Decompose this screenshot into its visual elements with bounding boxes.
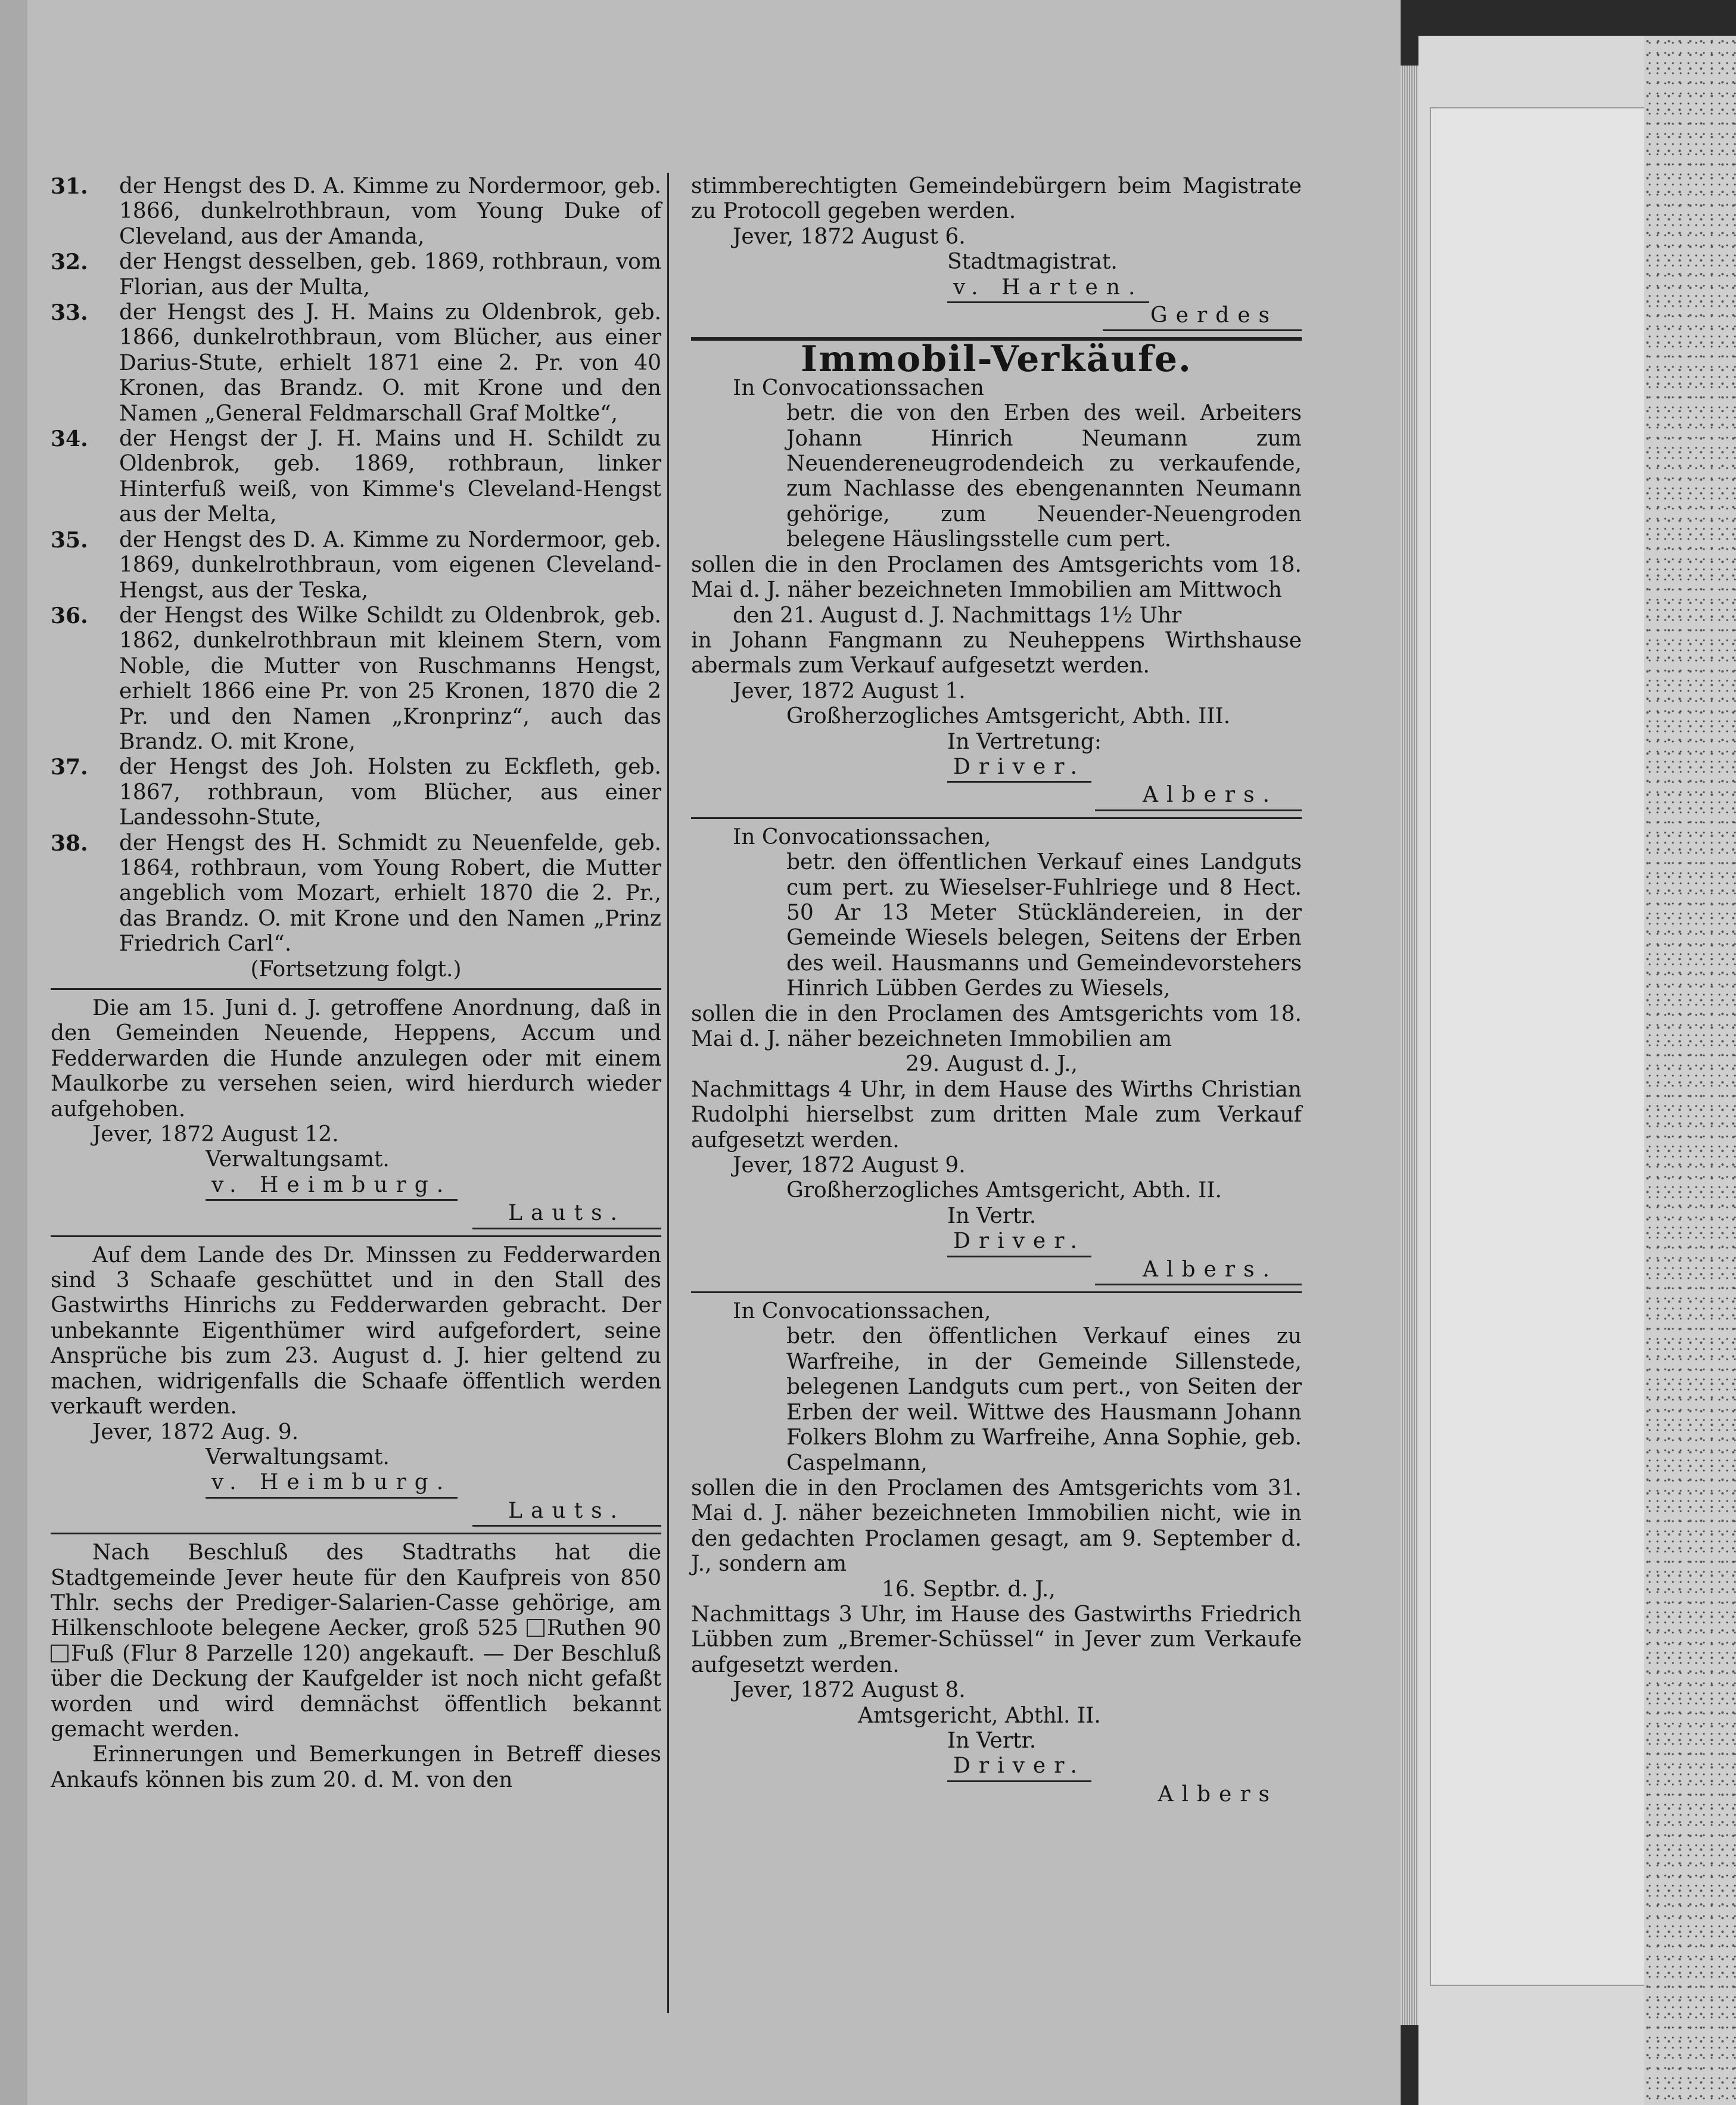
place-date: Jever, 1872 August 12. (92, 1122, 339, 1147)
section-heading: Immobil-Verkäufe. (801, 338, 1192, 381)
left-column (51, 174, 661, 1793)
sale-notice (691, 376, 1302, 811)
sale-intro: In Convocationssachen (733, 375, 984, 400)
sale-intro: In Convocationssachen, (733, 1299, 991, 1324)
signature: Driver. (947, 1754, 1091, 1782)
square-symbol-icon (51, 1645, 69, 1662)
countersignature: Lauts. (472, 1499, 661, 1527)
signature: v. Heimburg. (206, 1470, 458, 1498)
section-rule (51, 1235, 661, 1237)
countersignature: Gerdes (1103, 303, 1302, 331)
sale-subject: betr. den öffentlichen Verkauf eines Landguts cum pert. zu Wieselser-Fuhlriege und 8 Hect. 50 Ar 13 Meter Stückländereien, in der Gemeinde Wiesels belegen, Seitens der Erben des weil. Hausmanns und Gemeindevorstehers Hinrich Lübben Gerdes zu Wiesels, (786, 850, 1302, 1001)
signature: v. Heimburg. (206, 1173, 458, 1201)
countersignature: Albers. (1095, 1257, 1302, 1285)
notice-text: Auf dem Lande des Dr. Minssen zu Fedderwarden sind 3 Schaafe geschüttet und in den Stall des Gastwirths Hinrichs zu Fedderwarden gebracht. Der unbekannte Eigenthümer wird aufgefordert, seine Ansprüche bis zum 23. August d. J. hier geltend zu machen, widrigenfalls die Schaafe öffentlich werden verkauft werden. (51, 1243, 661, 1419)
list-item: 36. der Hengst des Wilke Schildt zu Oldenbrok, geb. 1862, dunkelrothbraun mit kleinem Stern, vom Noble, die Mutter von Ruschmanns Hengst, erhielt 1866 eine Pr. von 25 Kronen, 1870 die 2 Pr. und den Namen „Kronprinz“, auch das Brandz. O. mit Krone, (51, 603, 661, 754)
place-date: Jever, 1872 August 8. (733, 1678, 966, 1703)
countersignature: Albers (1158, 1782, 1278, 1807)
list-item: 37. der Hengst des Joh. Holsten zu Eckfleth, geb. 1867, rothbraun, vom Blücher, aus einer Landessohn-Stute, (51, 755, 661, 830)
office-name: Verwaltungsamt. (206, 1147, 390, 1172)
countersignature: Albers. (1095, 783, 1302, 811)
list-item: 34. der Hengst der J. H. Mains und H. Schildt zu Oldenbrok, geb. 1869, rothbraun, linker Hinterfuß weiß, von Kimme's Cleveland-Hengst aus der Melta, (51, 426, 661, 527)
notice-dogs (51, 996, 661, 1229)
office-name: Verwaltungsamt. (206, 1444, 390, 1469)
section-rule (691, 817, 1302, 819)
place-date: Jever, 1872 August 9. (733, 1153, 966, 1178)
list-item: 33. der Hengst des J. H. Mains zu Oldenbrok, geb. 1866, dunkelrothbraun, vom Blücher, aus einer Darius-Stute, erhielt 1871 eine 2. Pr. von 40 Kronen, das Brandz. O. mit Krone und den Namen „General Feldmarschall Graf Moltke“, (51, 300, 661, 426)
sale-body: Nachmittags 3 Uhr, im Hause des Gastwirths Friedrich Lübben zum „Bremer-Schüssel“ in Jever zum Verkaufe aufgesetzt werden. (691, 1602, 1302, 1677)
countersignature: Lauts. (472, 1201, 661, 1229)
signature: v. Harten. (947, 275, 1149, 303)
section-rule (51, 988, 661, 990)
square-symbol-icon (527, 1619, 545, 1637)
marbled-cover (1644, 36, 1736, 2105)
notice-land-purchase (51, 1540, 661, 1793)
sale-notice (691, 825, 1302, 1285)
section-rule (51, 1533, 661, 1534)
list-item: 38. der Hengst des H. Schmidt zu Neuenfelde, geb. 1864, rothbraun, vom Young Robert, die Mutter angeblich vom Mozart, erhielt 1870 die 2. Pr., das Brandz. O. mit Krone und den Namen „Prinz Friedrich Carl“. (51, 830, 661, 957)
court-name: Großherzogliches Amtsgericht, Abth. II. (786, 1178, 1222, 1203)
notice-continuation (691, 174, 1302, 331)
sale-subject: betr. den öffentlichen Verkauf eines zu Warfreihe, in der Gemeinde Sillenstede, belegenen Landguts cum pert., von Seiten der Erben der weil. Wittwe des Hausmann Johann Folkers Blohm zu Warfreihe, Anna Sophie, geb. Caspelmann, (786, 1324, 1302, 1475)
notice-text: Nach Beschluß des Stadtraths hat die Stadtgemeinde Jever heute für den Kaufpreis von 850 Thlr. sechs der Prediger-Salarien-Casse gehörige, am Hilkenschloote belegene Aecker, groß 525 Ruthen 90 Fuß (Flur 8 Parzelle 120) angekauft. — Der Beschluß über die Deckung der Kaufgelder ist noch nicht gefaßt worden und wird demnächst öffentlich bekannt gemacht werden. (51, 1540, 662, 1742)
page-stack-edges (1401, 66, 1418, 2025)
signature: Driver. (947, 1229, 1091, 1257)
sale-date: 29. August d. J., (906, 1052, 1078, 1077)
sale-body: sollen die in den Proclamen des Amtsgerichts vom 31. Mai d. J. näher bezeichneten Immobilien nicht, wie in den gedachten Proclamen gesagt, am 9. September d. J., sondern am (691, 1475, 1302, 1577)
signature: Driver. (947, 755, 1091, 783)
continued-note: (Fortsetzung folgt.) (250, 957, 462, 982)
court-name: Amtsgericht, Abthl. II. (858, 1703, 1101, 1728)
sale-body: sollen die in den Proclamen des Amtsgerichts vom 18. Mai d. J. näher bezeichneten Immobilien am Mittwoch (691, 552, 1302, 603)
sale-body: sollen die in den Proclamen des Amtsgerichts vom 18. Mai d. J. näher bezeichneten Immobilien am (691, 1001, 1302, 1051)
representation: In Vertretung: (947, 729, 1102, 754)
representation: In Vertr. (947, 1203, 1037, 1228)
representation: In Vertr. (947, 1728, 1037, 1753)
stallion-list (51, 174, 661, 957)
list-item: 32. der Hengst desselben, geb. 1869, rothbraun, vom Florian, aus der Multa, (51, 250, 661, 300)
list-item: 31. der Hengst des D. A. Kimme zu Nordermoor, geb. 1866, dunkelrothbraun, vom Young Duke of Cleveland, aus der Amanda, (51, 174, 661, 249)
list-item: 35. der Hengst des D. A. Kimme zu Nordermoor, geb. 1869, dunkelrothbraun, vom eigenen Cleveland-Hengst, aus der Teska, (51, 527, 661, 603)
sale-date: den 21. August d. J. Nachmittags 1½ Uhr (733, 603, 1182, 628)
place-date: Jever, 1872 Aug. 9. (92, 1419, 299, 1444)
sale-body: in Johann Fangmann zu Neuheppens Wirthshause abermals zum Verkauf aufgesetzt werden. (691, 628, 1302, 678)
notice-text: Erinnerungen und Bemerkungen in Betreff dieses Ankaufs können bis zum 20. d. M. von den (51, 1742, 661, 1792)
section-rule (691, 1291, 1302, 1293)
place-date: Jever, 1872 August 1. (733, 678, 966, 703)
cover-board-panel (1430, 107, 1647, 1986)
previous-page-edge (0, 0, 29, 2105)
sale-date: 16. Septbr. d. J., (882, 1577, 1056, 1602)
office-name: Stadtmagistrat. (947, 250, 1118, 275)
right-column (691, 174, 1302, 1807)
place-date: Jever, 1872 August 6. (733, 224, 966, 249)
court-name: Großherzogliches Amtsgericht, Abth. III. (786, 704, 1231, 729)
column-divider (667, 173, 669, 2013)
sale-subject: betr. die von den Erben des weil. Arbeiters Johann Hinrich Neumann zum Neuendereneugrodendeich zu verkaufende, zum Nachlasse des ebengenannten Neumann gehörige, zum Neuender-Neuengroden belegene Häuslingsstelle cum pert. (786, 401, 1302, 552)
notice-sheep (51, 1243, 661, 1527)
sale-notice (691, 1299, 1302, 1807)
notice-text: stimmberechtigten Gemeindebürgern beim Magistrate zu Protocoll gegeben werden. (691, 174, 1302, 224)
sale-intro: In Convocationssachen, (733, 824, 991, 849)
sale-body: Nachmittags 4 Uhr, in dem Hause des Wirths Christian Rudolphi hierselbst zum dritten Male zum Verkauf aufgesetzt werden. (691, 1077, 1302, 1153)
notice-text: Die am 15. Juni d. J. getroffene Anordnung, daß in den Gemeinden Neuende, Heppens, Accum und Fedderwarden die Hunde anzulegen oder mit einem Maulkorbe zu versehen seien, wird hierdurch wieder aufgehoben. (51, 996, 661, 1122)
